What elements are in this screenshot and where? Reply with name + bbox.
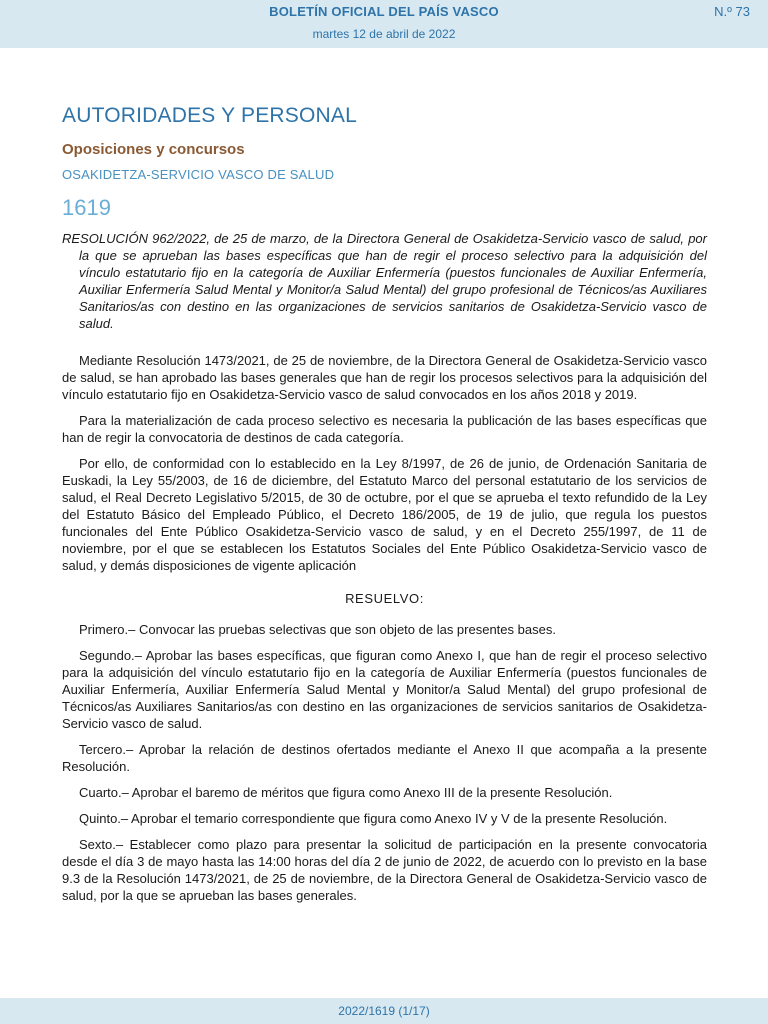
paragraph-primero: Primero.– Convocar las pruebas selectivas que son objeto de las presentes bases.	[79, 622, 556, 637]
paragraph-materialization: Para la materialización de cada proceso selectivo es necesaria la publicación de las bases específicas que han de regir la convocatoria de destinos de cada categoría.	[62, 413, 707, 445]
paragraph-quinto: Quinto.– Aprobar el temario correspondiente que figura como Anexo IV y V de la presente Resolución.	[79, 811, 668, 826]
paragraph-segundo: Segundo.– Aprobar las bases específicas, que figuran como Anexo I, que han de regir el proceso selectivo para la adquisición del vínculo estatutario fijo en la categoría de Auxiliar Enfermería (puestos funcionales de Auxiliar Enfermería, Auxiliar Enfermería Salud Mental y Monitor/a Salud Mental) del grupo profesional de Técnicos/as Auxiliares Sanitarios/as con destino en las organizaciones de servicios sanitarios de Osakidetza-Servicio vasco de salud.	[62, 648, 707, 731]
paragraph-legal-basis: Por ello, de conformidad con lo establecido en la Ley 8/1997, de 26 de junio, de Ordenación Sanitaria de Euskadi, la Ley 55/2003, de 16 de diciembre, del Estatuto Marco del personal estatutario de los servicios de salud, el Real Decreto Legislativo 5/2015, de 30 de octubre, por el que se aprueba el texto refundido de la Ley del Estatuto Básico del Empleado Público, el Decreto 186/2005, de 19 de julio, que regula los puestos funcionales del Ente Público Osakidetza-Servicio vasco de salud, y en el Decreto 255/1997, de 11 de noviembre, por el que se establecen los Estatutos Sociales del Ente Público Osakidetza-Servicio vasco de salud, y demás disposiciones de vigente aplicación	[62, 456, 707, 573]
resolution-title: RESOLUCIÓN 962/2022, de 25 de marzo, de la Directora General de Osakidetza-Servicio vasco de salud, por la que se aprueban las bases específicas que han de regir el proceso selectivo para la adquisición del vínculo estatutario fijo en la categoría de Auxiliar Enfermería (puestos funcionales de Auxiliar Enfermería, Auxiliar Enfermería Salud Mental y Monitor/a Salud Mental) del grupo profesional de Técnicos/as Auxiliares Sanitarios/as con destino en las organizaciones de servicios sanitarios de Osakidetza-Servicio vasco de salud.	[62, 231, 707, 331]
section-title: AUTORIDADES Y PERSONAL	[62, 104, 357, 127]
bulletin-date: martes 12 de abril de 2022	[312, 27, 456, 41]
paragraph-intro: Mediante Resolución 1473/2021, de 25 de noviembre, de la Directora General de Osakidetza-Servicio vasco de salud, se han aprobado las bases generales que han de regir los procesos selectivos para la adquisición del vínculo estatutario fijo en Osakidetza-Servicio vasco de salud convocados en los años 2018 y 2019.	[62, 353, 707, 402]
issuing-organism: OSAKIDETZA-SERVICIO VASCO DE SALUD	[62, 167, 335, 182]
paragraph-tercero: Tercero.– Aprobar la relación de destinos ofertados mediante el Anexo II que acompaña a la presente Resolución.	[62, 742, 707, 774]
subsection-title: Oposiciones y concursos	[62, 141, 245, 158]
issue-number: N.º 73	[714, 4, 750, 19]
document-body	[62, 352, 707, 913]
resuelvo-heading: RESUELVO:	[345, 591, 424, 606]
paragraph-cuarto: Cuarto.– Aprobar el baremo de méritos que figura como Anexo III de la presente Resolución.	[79, 785, 613, 800]
document-number: 1619	[62, 195, 111, 220]
bulletin-title: BOLETÍN OFICIAL DEL PAÍS VASCO	[269, 4, 499, 19]
paragraph-sexto: Sexto.– Establecer como plazo para presentar la solicitud de participación en la presente convocatoria desde el día 3 de mayo hasta las 14:00 horas del día 2 de junio de 2022, de acuerdo con lo previsto en la base 9.3 de la Resolución 1473/2021, de 25 de noviembre, de la Directora General de Osakidetza-Servicio vasco de salud, por la que se aprueban las bases generales.	[62, 837, 707, 903]
page-reference: 2022/1619 (1/17)	[338, 1004, 430, 1018]
